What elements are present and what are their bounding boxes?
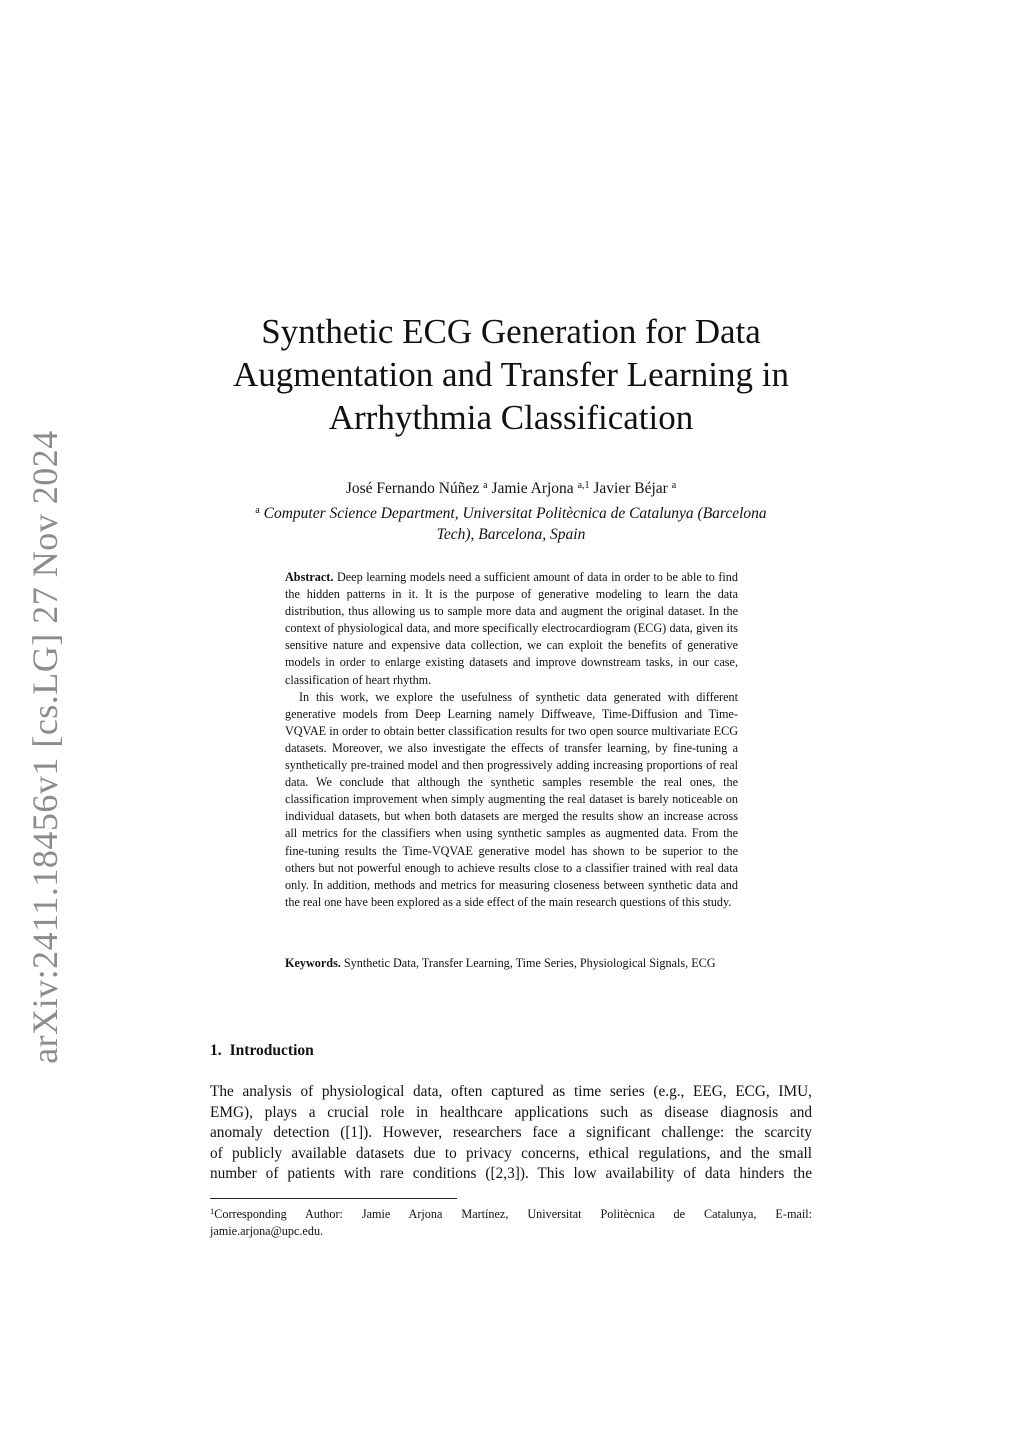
abstract-label: Abstract. <box>285 570 334 584</box>
footnote <box>210 1203 812 1240</box>
author-affiliation-mark: a,1 <box>577 480 590 491</box>
section-number: 1. <box>210 1042 222 1059</box>
text-line: anomaly detection ([1]). However, researchers face a significant challenge: the scarcity <box>210 1124 812 1141</box>
title-line: Arrhythmia Classification <box>328 398 694 437</box>
text-line: The analysis of physiological data, often captured as time series (e.g., EEG, ECG, IMU, <box>210 1083 812 1100</box>
paper-title <box>210 310 812 439</box>
arxiv-identifier: arXiv:2411.18456v1 [cs.LG] 27 Nov 2024 <box>25 430 65 1064</box>
text-line: number of patients with rare conditions ([2,3]). This low availability of data hinders the <box>210 1165 812 1182</box>
author-name: José Fernando Núñez <box>345 480 480 497</box>
footnote-text: Corresponding Author: Jamie Arjona Martínez, Universitat Politècnica de Catalunya, E-mail: <box>214 1207 812 1221</box>
text-line: of publicly available datasets due to privacy concerns, ethical regulations, and the small <box>210 1144 812 1162</box>
abstract-paragraph <box>285 569 738 689</box>
abstract-text: Deep learning models need a sufficient amount of data in order to be able to find the hidden patterns in it. It is the purpose of generative modeling to learn the data distribution, thus allowing us to sample more data and augment the original dataset. In the context of physiological data, and more specifically electrocardiogram (ECG) data, given its sensitive nature and expensive data collection, we can exploit the benefits of generative models in order to enlarge existing datasets and improve downstream tasks, in our case, classification of heart rhythm. <box>285 570 738 687</box>
affiliation-line <box>220 500 802 524</box>
footnote-divider <box>210 1198 457 1199</box>
introduction-paragraph <box>210 1082 812 1185</box>
keywords-label: Keywords. <box>285 956 341 970</box>
footnote-line <box>210 1203 812 1223</box>
keywords-text: Synthetic Data, Transfer Learning, Time Series, Physiological Signals, ECG <box>343 956 716 970</box>
title-line: Synthetic ECG Generation for Data <box>261 312 761 351</box>
footnote-mark: 1 <box>210 1206 215 1216</box>
author-affiliation-mark: a <box>671 480 677 491</box>
keywords <box>285 955 738 972</box>
author-name: Javier Béjar <box>593 480 668 497</box>
abstract-paragraph: In this work, we explore the usefulness of synthetic data generated with different generative models from Deep Learning namely Diffweave, Time-Diffusion and Time-VQVAE in order to obtain better classification results for two open source multivariate ECG datasets. Moreover, we also investigate the effects of transfer learning, by fine-tuning a synthetically pre-trained model and then progressively adding increasing proportions of real data. We conclude that although the synthetic samples resemble the real ones, the classification improvement when simply augmenting the real dataset is barely noticeable on individual datasets, but when both datasets are merged the results show an increase across all metrics for the classifiers when using synthetic samples as augmented data. From the fine-tuning results the Time-VQVAE generative model has shown to be superior to the others but not powerful enough to achieve results close to a classifier trained with real data only. In addition, methods and metrics for measuring closeness between synthetic data and the real one have been explored as a side effect of the main research questions of this study. <box>285 689 738 909</box>
text-line: EMG), plays a crucial role in healthcare applications such as disease diagnosis and <box>210 1103 812 1121</box>
affiliation-mark: a <box>255 505 260 516</box>
title-line: Augmentation and Transfer Learning in <box>232 355 789 394</box>
footnote-email: jamie.arjona@upc.edu. <box>210 1224 324 1238</box>
author-name: Jamie Arjona <box>491 480 574 497</box>
affiliation <box>220 500 802 545</box>
abstract <box>285 569 738 911</box>
affiliation-text: Computer Science Department, Universitat Politècnica de Catalunya (Barcelona <box>263 505 767 522</box>
section-heading <box>210 1042 314 1060</box>
author-affiliation-mark: a <box>483 480 488 491</box>
section-title: Introduction <box>229 1042 314 1059</box>
affiliation-line: Tech), Barcelona, Spain <box>436 526 586 543</box>
author-list <box>210 476 812 499</box>
